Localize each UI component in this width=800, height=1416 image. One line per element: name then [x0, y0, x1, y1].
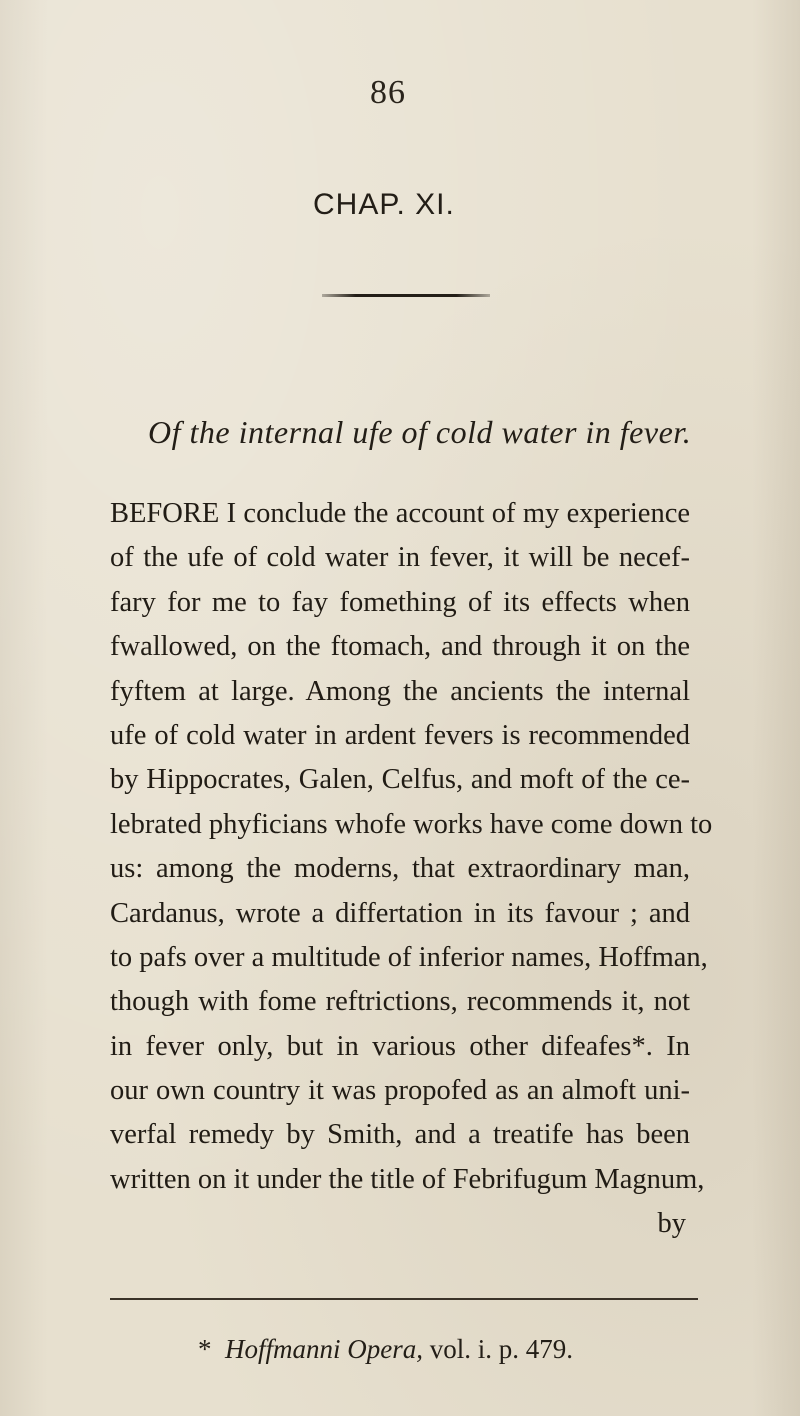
chapter-divider: [322, 294, 490, 297]
body-line: Cardanus, wrote a differtation in its favour ; and: [110, 897, 690, 929]
footnote-reference: vol. i. p. 479.: [429, 1334, 574, 1364]
section-title: Of the internal ufe of cold water in fever.: [148, 414, 692, 450]
body-line: lebrated phyficians whofe works have come down to: [110, 808, 713, 840]
page-number: 86: [370, 74, 406, 111]
body-line: ufe of cold water in ardent fevers is recommended: [110, 719, 690, 751]
body-line: though with fome reftrictions, recommends it, not: [110, 986, 690, 1018]
body-paragraph: [110, 492, 713, 1247]
chapter-heading: CHAP. XI.: [313, 188, 455, 221]
body-line: written on it under the title of Febrifugum Magnum,: [110, 1163, 705, 1195]
footnote-divider: [110, 1298, 698, 1300]
body-line: BEFORE I conclude the account of my experience: [110, 498, 690, 529]
body-line: fary for me to fay fomething of its effects when: [110, 586, 690, 618]
footnote-author: Hoffmanni Opera,: [225, 1334, 423, 1364]
body-line: fyftem at large. Among the ancients the internal: [110, 675, 690, 707]
body-line: fwallowed, on the ftomach, and through it on the: [110, 631, 690, 663]
body-line: verfal remedy by Smith, and a treatife has been: [110, 1119, 690, 1151]
body-line: of the ufe of cold water in fever, it will be necef-: [110, 542, 690, 574]
body-line: by Hippocrates, Galen, Celfus, and moft of the ce-: [110, 764, 690, 796]
body-line: us: among the moderns, that extraordinary man,: [110, 853, 690, 885]
catchword: by: [657, 1208, 686, 1240]
body-line: our own country it was propofed as an almoft uni-: [110, 1075, 690, 1107]
body-line: in fever only, but in various other difeafes*. In: [110, 1030, 690, 1062]
footnote: [198, 1334, 573, 1365]
footnote-marker: *: [198, 1334, 212, 1364]
body-line: to pafs over a multitude of inferior names, Hoffman,: [110, 941, 708, 973]
